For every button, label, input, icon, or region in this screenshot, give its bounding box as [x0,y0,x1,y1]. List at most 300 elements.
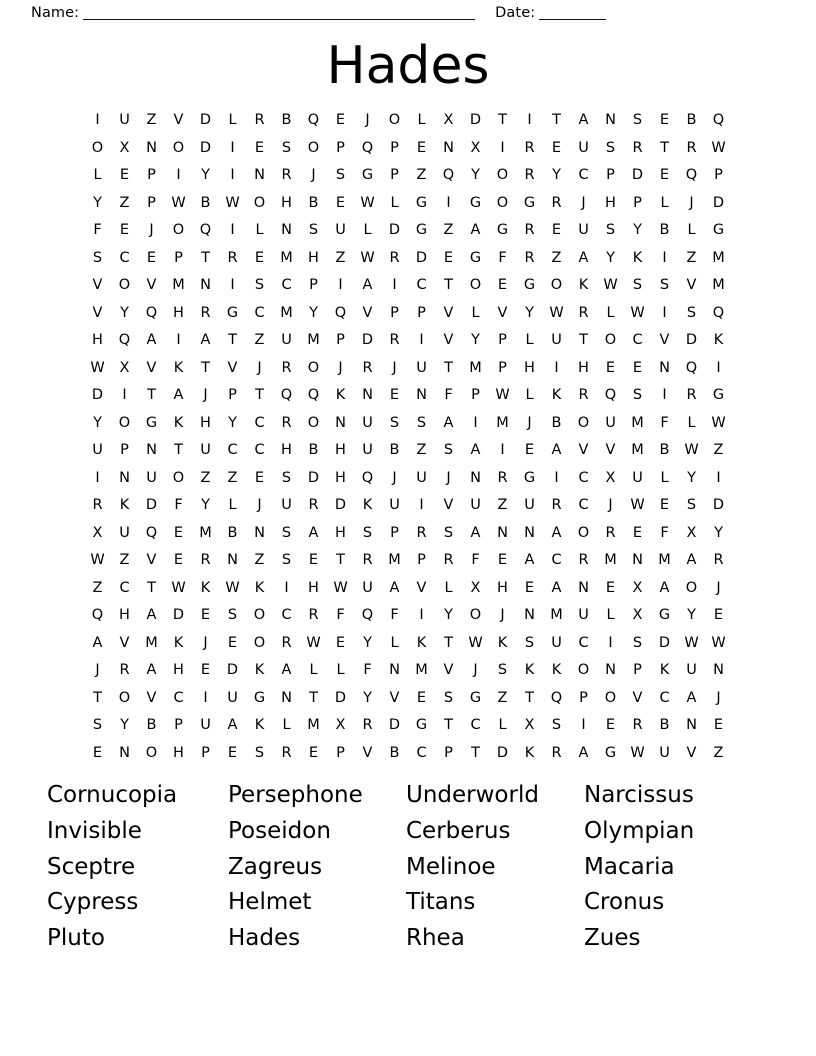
grid-letter[interactable]: G [604,744,617,761]
grid-letter[interactable]: F [660,414,669,431]
grid-letter[interactable]: K [524,662,535,678]
grid-letter[interactable]: K [173,359,184,376]
grid-letter[interactable]: N [416,387,427,403]
grid-letter[interactable]: Y [633,222,642,238]
grid-letter[interactable]: L [390,634,399,651]
grid-letter[interactable]: K [119,497,130,513]
grid-letter[interactable]: Y [714,524,723,541]
grid-letter[interactable]: A [200,332,211,348]
grid-letter[interactable]: P [147,194,156,211]
grid-letter[interactable]: S [254,277,265,293]
grid-letter[interactable]: N [605,662,616,678]
grid-letter[interactable]: W [549,304,564,321]
grid-letter[interactable]: W [171,194,186,211]
grid-letter[interactable]: B [659,442,670,458]
grid-letter[interactable]: B [200,194,211,211]
grid-letter[interactable]: S [605,222,616,238]
grid-letter[interactable]: E [335,634,346,651]
grid-letter[interactable]: F [390,607,399,623]
grid-letter[interactable]: E [254,469,265,486]
grid-letter[interactable]: U [362,414,373,431]
grid-letter[interactable]: U [416,469,427,486]
grid-letter[interactable]: A [389,579,400,596]
grid-letter[interactable]: U [551,332,562,348]
grid-letter[interactable]: I [662,304,667,321]
grid-letter[interactable]: B [551,414,562,431]
grid-letter[interactable]: R [308,497,319,513]
grid-letter[interactable]: D [145,497,158,513]
grid-letter[interactable]: U [362,442,373,458]
date-write-in-line[interactable] [539,6,606,20]
grid-letter[interactable]: R [281,414,292,431]
grid-letter[interactable]: R [281,167,292,183]
grid-letter[interactable]: T [525,689,534,706]
grid-letter[interactable]: S [416,414,427,431]
grid-letter[interactable]: E [308,552,319,568]
grid-letter[interactable]: I [581,717,586,733]
grid-letter[interactable]: E [308,744,319,761]
grid-letter[interactable]: H [308,579,319,596]
grid-letter[interactable]: K [335,387,346,403]
grid-letter[interactable]: I [662,387,667,403]
grid-letter[interactable]: T [228,332,237,348]
grid-letter[interactable]: V [362,304,373,321]
grid-letter[interactable]: R [551,194,562,211]
grid-letter[interactable]: Z [443,222,454,238]
grid-letter[interactable]: G [523,469,536,486]
grid-letter[interactable]: O [91,139,104,156]
grid-letter[interactable]: J [203,387,208,403]
grid-letter[interactable]: S [551,717,562,733]
grid-letter[interactable]: X [605,469,616,486]
grid-letter[interactable]: O [172,469,185,486]
grid-letter[interactable]: D [199,112,212,128]
grid-letter[interactable]: L [687,222,696,238]
grid-letter[interactable]: L [336,662,345,678]
grid-letter[interactable]: A [308,524,319,541]
grid-letter[interactable]: N [146,442,157,458]
grid-letter[interactable]: M [145,634,158,651]
grid-letter[interactable]: B [308,194,319,211]
grid-letter[interactable]: H [173,662,184,678]
grid-letter[interactable]: T [444,717,453,733]
grid-letter[interactable]: O [145,744,158,761]
grid-letter[interactable]: O [118,414,131,431]
grid-letter[interactable]: I [608,634,613,651]
grid-letter[interactable]: U [362,579,373,596]
grid-letter[interactable]: Q [361,469,374,486]
grid-letter[interactable]: T [498,112,507,128]
grid-letter[interactable]: R [524,222,535,238]
grid-letter[interactable]: I [419,332,424,348]
grid-letter[interactable]: U [632,469,643,486]
grid-letter[interactable]: R [92,497,103,513]
grid-letter[interactable]: K [659,662,670,678]
grid-letter[interactable]: R [443,552,454,568]
grid-letter[interactable]: A [470,222,481,238]
grid-letter[interactable]: X [119,139,130,156]
grid-letter[interactable]: Y [228,414,237,431]
word-list-item[interactable]: Pluto [47,925,105,952]
grid-letter[interactable]: Q [685,167,698,183]
grid-letter[interactable]: P [444,744,453,761]
grid-letter[interactable]: D [91,387,104,403]
grid-letter[interactable]: P [606,167,615,183]
grid-letter[interactable]: S [497,662,508,678]
grid-letter[interactable]: R [416,524,427,541]
grid-letter[interactable]: S [632,112,643,128]
grid-letter[interactable]: F [498,249,507,266]
grid-letter[interactable]: U [605,414,616,431]
word-list-item[interactable]: Sceptre [47,853,136,880]
grid-letter[interactable]: C [254,304,265,321]
grid-letter[interactable]: S [227,607,238,623]
grid-letter[interactable]: Q [307,112,320,128]
grid-letter[interactable]: Z [713,442,724,458]
grid-letter[interactable]: Z [227,469,238,486]
grid-letter[interactable]: I [392,277,397,293]
grid-letter[interactable]: V [146,552,157,568]
grid-letter[interactable]: Q [361,139,374,156]
grid-letter[interactable]: R [281,744,292,761]
grid-letter[interactable]: P [309,277,318,293]
grid-letter[interactable]: G [469,194,482,211]
grid-letter[interactable]: D [631,167,644,183]
grid-letter[interactable]: L [606,607,615,623]
grid-letter[interactable]: Z [497,689,508,706]
grid-letter[interactable]: W [684,442,699,458]
grid-letter[interactable]: I [230,167,235,183]
grid-letter[interactable]: E [605,717,616,733]
grid-letter[interactable]: X [470,139,481,156]
grid-letter[interactable]: J [392,469,397,486]
grid-letter[interactable]: Y [552,167,561,183]
grid-letter[interactable]: S [281,139,292,156]
grid-letter[interactable]: R [551,744,562,761]
grid-letter[interactable]: M [712,249,725,266]
grid-letter[interactable]: D [469,112,482,128]
grid-letter[interactable]: R [686,139,697,156]
grid-letter[interactable]: G [415,222,428,238]
grid-letter[interactable]: R [686,387,697,403]
grid-letter[interactable]: N [686,717,697,733]
grid-letter[interactable]: I [716,469,721,486]
grid-letter[interactable]: I [473,414,478,431]
grid-letter[interactable]: M [415,662,428,678]
grid-letter[interactable]: K [551,387,562,403]
grid-letter[interactable]: P [174,717,183,733]
grid-letter[interactable]: A [686,552,697,568]
grid-letter[interactable]: S [443,689,454,706]
grid-letter[interactable]: W [711,139,726,156]
grid-letter[interactable]: R [605,524,616,541]
grid-letter[interactable]: M [658,552,671,568]
grid-letter[interactable]: N [254,167,265,183]
grid-letter[interactable]: A [470,442,481,458]
grid-letter[interactable]: T [336,552,345,568]
grid-letter[interactable]: V [632,689,643,706]
grid-letter[interactable]: H [119,607,130,623]
grid-letter[interactable]: S [335,167,346,183]
grid-letter[interactable]: R [524,249,535,266]
grid-letter[interactable]: H [92,332,103,348]
grid-letter[interactable]: P [336,332,345,348]
grid-letter[interactable]: Q [712,112,725,128]
grid-letter[interactable]: M [712,277,725,293]
grid-letter[interactable]: O [253,607,266,623]
grid-letter[interactable]: T [147,579,156,596]
grid-letter[interactable]: F [660,524,669,541]
grid-letter[interactable]: R [578,552,589,568]
grid-letter[interactable]: B [146,717,157,733]
grid-letter[interactable]: R [524,139,535,156]
grid-letter[interactable]: E [713,717,724,733]
grid-letter[interactable]: X [686,524,697,541]
grid-letter[interactable]: G [658,607,671,623]
grid-letter[interactable]: E [659,167,670,183]
grid-letter[interactable]: D [334,497,347,513]
grid-letter[interactable]: W [306,634,321,651]
grid-letter[interactable]: T [444,277,453,293]
grid-letter[interactable]: Y [687,607,696,623]
grid-letter[interactable]: S [362,524,373,541]
grid-letter[interactable]: N [524,524,535,541]
grid-letter[interactable]: I [230,277,235,293]
grid-letter[interactable]: I [446,194,451,211]
grid-letter[interactable]: X [470,579,481,596]
grid-letter[interactable]: O [577,524,590,541]
word-list-item[interactable]: Persephone [228,782,363,808]
grid-letter[interactable]: E [416,139,427,156]
grid-letter[interactable]: P [390,304,399,321]
grid-letter[interactable]: Y [525,304,534,321]
grid-letter[interactable]: S [443,442,454,458]
grid-letter[interactable]: K [200,579,211,596]
grid-letter[interactable]: J [608,497,613,513]
grid-letter[interactable]: W [630,744,645,761]
grid-letter[interactable]: M [199,524,212,541]
grid-letter[interactable]: J [203,634,208,651]
grid-letter[interactable]: I [95,112,100,128]
grid-letter[interactable]: R [200,552,211,568]
grid-letter[interactable]: L [498,717,507,733]
grid-letter[interactable]: S [632,277,643,293]
grid-letter[interactable]: K [713,332,724,348]
grid-letter[interactable]: E [713,607,724,623]
grid-letter[interactable]: M [550,607,563,623]
grid-letter[interactable]: P [471,387,480,403]
grid-letter[interactable]: I [95,469,100,486]
grid-letter[interactable]: R [578,387,589,403]
grid-letter[interactable]: K [551,662,562,678]
grid-letter[interactable]: W [90,552,105,568]
grid-letter[interactable]: V [389,689,400,706]
grid-letter[interactable]: S [632,387,643,403]
grid-letter[interactable]: N [470,469,481,486]
grid-letter[interactable]: I [230,139,235,156]
grid-letter[interactable]: H [605,194,616,211]
grid-letter[interactable]: U [146,469,157,486]
grid-letter[interactable]: C [416,277,427,293]
grid-letter[interactable]: G [712,387,725,403]
grid-letter[interactable]: M [388,552,401,568]
grid-letter[interactable]: E [119,222,130,238]
grid-letter[interactable]: U [389,497,400,513]
grid-letter[interactable]: I [500,442,505,458]
grid-letter[interactable]: G [415,717,428,733]
grid-letter[interactable]: M [307,717,320,733]
grid-letter[interactable]: P [633,662,642,678]
grid-letter[interactable]: C [632,332,643,348]
grid-letter[interactable]: C [119,249,130,266]
grid-letter[interactable]: P [228,387,237,403]
grid-letter[interactable]: X [632,607,643,623]
grid-letter[interactable]: T [444,634,453,651]
grid-letter[interactable]: K [416,634,427,651]
grid-letter[interactable]: I [500,139,505,156]
grid-letter[interactable]: R [281,634,292,651]
grid-letter[interactable]: U [578,607,589,623]
grid-letter[interactable]: L [660,469,669,486]
grid-letter[interactable]: F [471,552,480,568]
grid-letter[interactable]: W [711,634,726,651]
grid-letter[interactable]: O [307,359,320,376]
grid-letter[interactable]: Q [280,387,293,403]
grid-letter[interactable]: Q [145,304,158,321]
grid-letter[interactable]: R [713,552,724,568]
grid-letter[interactable]: M [307,332,320,348]
grid-letter[interactable]: P [390,524,399,541]
grid-letter[interactable]: D [685,332,698,348]
grid-letter[interactable]: S [686,497,697,513]
grid-letter[interactable]: Y [120,304,129,321]
grid-letter[interactable]: I [122,387,127,403]
grid-letter[interactable]: E [227,634,238,651]
grid-letter[interactable]: I [554,469,559,486]
grid-letter[interactable]: W [603,277,618,293]
grid-letter[interactable]: S [281,552,292,568]
grid-letter[interactable]: C [173,689,184,706]
grid-letter[interactable]: E [524,442,535,458]
word-list-item[interactable]: Cronus [584,889,665,916]
grid-letter[interactable]: E [200,662,211,678]
grid-letter[interactable]: O [469,607,482,623]
grid-letter[interactable]: J [257,497,262,513]
grid-letter[interactable]: T [201,359,210,376]
grid-letter[interactable]: E [632,359,643,376]
grid-letter[interactable]: M [631,414,644,431]
grid-letter[interactable]: W [360,194,375,211]
grid-letter[interactable]: O [496,194,509,211]
grid-letter[interactable]: V [443,662,454,678]
grid-letter[interactable]: A [146,607,157,623]
grid-letter[interactable]: Z [119,552,130,568]
grid-letter[interactable]: A [578,744,589,761]
grid-letter[interactable]: U [281,497,292,513]
grid-letter[interactable]: N [389,662,400,678]
grid-letter[interactable]: Q [145,524,158,541]
grid-letter[interactable]: K [578,277,589,293]
grid-letter[interactable]: N [281,689,292,706]
grid-letter[interactable]: V [92,304,103,321]
grid-letter[interactable]: W [630,497,645,513]
grid-letter[interactable]: G [361,167,374,183]
grid-letter[interactable]: O [550,277,563,293]
grid-letter[interactable]: H [281,194,292,211]
grid-letter[interactable]: B [227,524,238,541]
grid-letter[interactable]: G [253,689,266,706]
grid-letter[interactable]: U [551,634,562,651]
grid-letter[interactable]: D [658,634,671,651]
grid-letter[interactable]: D [334,689,347,706]
grid-letter[interactable]: I [230,222,235,238]
grid-letter[interactable]: M [280,304,293,321]
grid-letter[interactable]: D [415,249,428,266]
grid-letter[interactable]: W [333,579,348,596]
grid-letter[interactable]: P [633,194,642,211]
grid-letter[interactable]: B [308,442,319,458]
grid-letter[interactable]: W [468,634,483,651]
grid-letter[interactable]: L [363,222,372,238]
grid-letter[interactable]: Y [606,249,615,266]
grid-letter[interactable]: R [362,359,373,376]
grid-letter[interactable]: D [226,662,239,678]
grid-letter[interactable]: P [417,552,426,568]
grid-letter[interactable]: L [390,194,399,211]
grid-letter[interactable]: E [200,607,211,623]
grid-letter[interactable]: P [579,689,588,706]
word-list-item[interactable]: Cypress [47,889,139,916]
grid-letter[interactable]: C [470,717,481,733]
grid-letter[interactable]: R [200,304,211,321]
word-list-item[interactable]: Olympian [584,817,695,844]
grid-letter[interactable]: N [659,359,670,376]
grid-letter[interactable]: A [686,689,697,706]
grid-letter[interactable]: S [605,139,616,156]
grid-letter[interactable]: U [119,112,130,128]
grid-letter[interactable]: V [227,359,238,376]
grid-letter[interactable]: P [147,167,156,183]
grid-letter[interactable]: E [254,249,265,266]
grid-letter[interactable]: X [632,579,643,596]
grid-letter[interactable]: A [551,579,562,596]
grid-letter[interactable]: I [419,607,424,623]
grid-letter[interactable]: A [227,717,238,733]
grid-letter[interactable]: O [604,332,617,348]
grid-letter[interactable]: L [525,387,534,403]
grid-letter[interactable]: U [119,524,130,541]
grid-letter[interactable]: U [92,442,103,458]
grid-letter[interactable]: E [551,139,562,156]
grid-letter[interactable]: P [336,744,345,761]
grid-letter[interactable]: P [498,332,507,348]
grid-letter[interactable]: O [253,634,266,651]
grid-letter[interactable]: L [282,717,291,733]
grid-letter[interactable]: E [632,524,643,541]
grid-letter[interactable]: T [147,387,156,403]
grid-letter[interactable]: W [630,304,645,321]
grid-letter[interactable]: C [281,277,292,293]
grid-letter[interactable]: C [578,167,589,183]
grid-letter[interactable]: W [684,634,699,651]
grid-letter[interactable]: N [497,524,508,541]
grid-letter[interactable]: O [118,277,131,293]
grid-letter[interactable]: A [281,662,292,678]
grid-letter[interactable]: H [335,469,346,486]
grid-letter[interactable]: V [686,277,697,293]
grid-letter[interactable]: D [199,139,212,156]
grid-letter[interactable]: Q [199,222,212,238]
